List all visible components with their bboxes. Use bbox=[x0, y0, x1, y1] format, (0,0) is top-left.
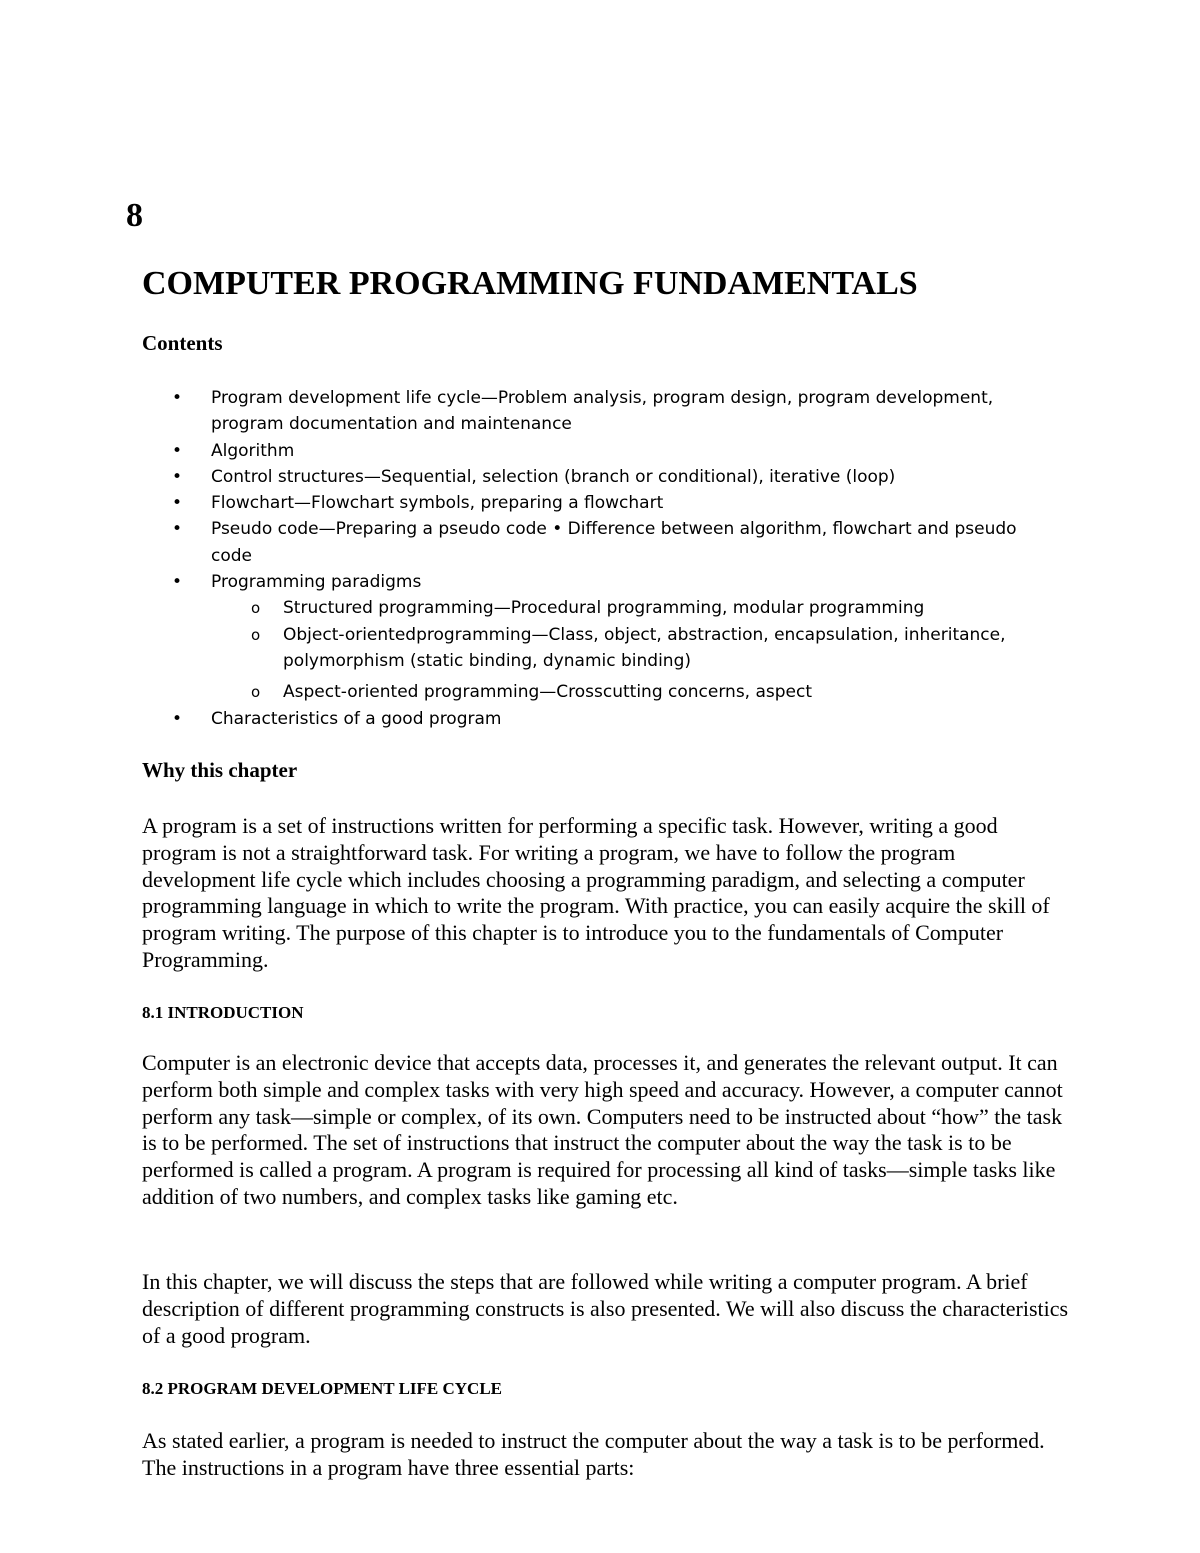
contents-list bbox=[172, 385, 1052, 732]
contents-item: • Flowchart—Flowchart symbols, preparing a flowchart bbox=[172, 490, 1052, 516]
contents-subitem: o Structured programming—Procedural programming, modular programming bbox=[251, 595, 1052, 621]
section-heading-pdlc: 8.2 PROGRAM DEVELOPMENT LIFE CYCLE bbox=[142, 1379, 503, 1398]
why-chapter-paragraph: A program is a set of instructions written for performing a specific task. However, writing a good program is not a straightforward task. For writing a program, we have to follow the program development life cycle which includes choosing a programming paradigm, and selecting a computer programming language in which to write the program. With practice, you can easily acquire the skill of program writing. The purpose of this chapter is to introduce you to the fundamentals of Computer Programming. bbox=[142, 813, 1050, 972]
introduction-paragraph: In this chapter, we will discuss the steps that are followed while writing a computer program. A brief description of different programming constructs is also presented. We will also discuss the characteristics of a good program. bbox=[142, 1269, 1069, 1348]
contents-subitem: o Aspect-oriented programming—Crosscutting concerns, aspect bbox=[251, 679, 1052, 705]
chapter-number: 8 bbox=[126, 197, 143, 234]
contents-subitem: o Object-orientedprogramming—Class, object, abstraction, encapsulation, inheritance, polymorphism (static binding, dynamic binding) bbox=[251, 622, 1052, 675]
contents-item: • Characteristics of a good program bbox=[172, 706, 1052, 732]
contents-item: • Algorithm bbox=[172, 438, 1052, 464]
contents-item: • Pseudo code—Preparing a pseudo code • Difference between algorithm, flowchart and pseudo code bbox=[172, 516, 1052, 569]
chapter-title: COMPUTER PROGRAMMING FUNDAMENTALS bbox=[142, 265, 918, 302]
introduction-paragraph: Computer is an electronic device that accepts data, processes it, and generates the relevant output. It can perform both simple and complex tasks with very high speed and accuracy. However, a computer cannot perform any task—simple or complex, of its own. Computers need to be instructed about “how” the task is to be performed. The set of instructions that instruct the computer about the way the task is to be performed is called a program. A program is required for processing all kind of tasks—simple tasks like addition of two numbers, and complex tasks like gaming etc. bbox=[142, 1050, 1063, 1209]
contents-item-label: Programming paradigms bbox=[211, 572, 422, 593]
pdlc-paragraph: As stated earlier, a program is needed to instruct the computer about the way a task is to be performed. The instructions in a program have three essential parts: bbox=[142, 1428, 1045, 1480]
contents-item: • Program development life cycle—Problem analysis, program design, program development, program documentation and maintenance bbox=[172, 385, 1052, 438]
section-heading-introduction: 8.1 INTRODUCTION bbox=[142, 1003, 304, 1022]
contents-heading: Contents bbox=[142, 331, 223, 355]
why-chapter-heading: Why this chapter bbox=[142, 758, 298, 782]
contents-item-with-subitems bbox=[172, 569, 1052, 705]
contents-item: • Control structures—Sequential, selection (branch or conditional), iterative (loop) bbox=[172, 464, 1052, 490]
contents-sublist bbox=[211, 595, 1052, 705]
